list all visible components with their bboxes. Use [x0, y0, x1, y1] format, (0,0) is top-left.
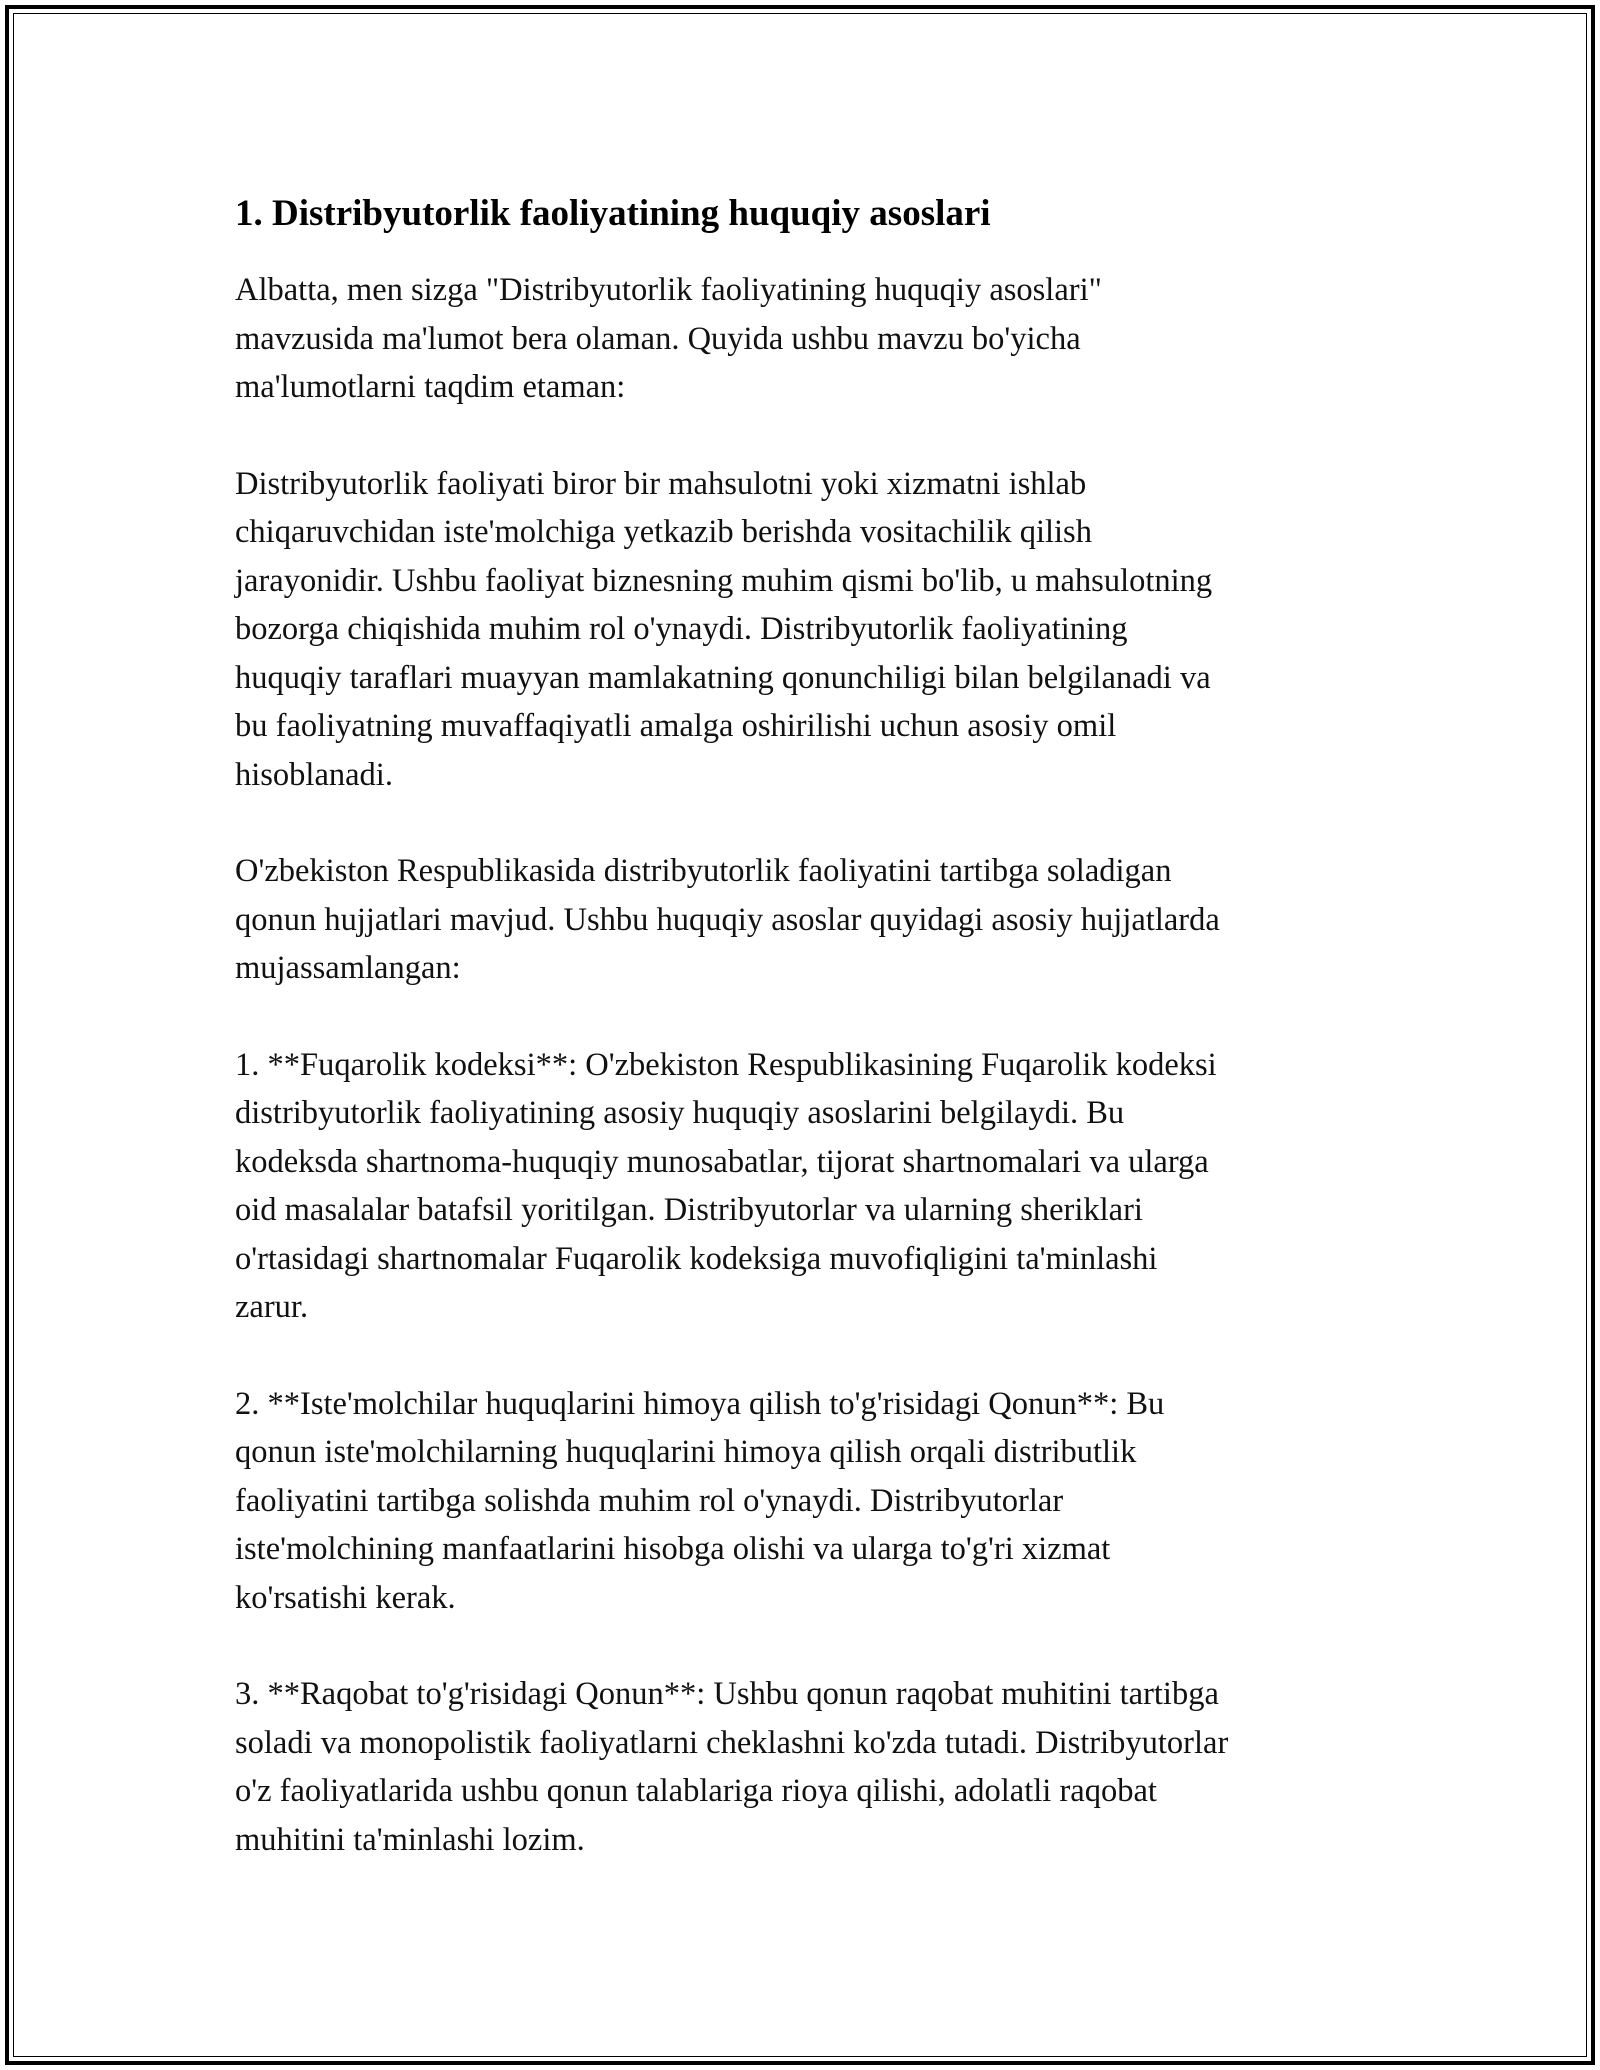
paragraph-legal-basis: O'zbekiston Respublikasida distribyutorlik faoliyatini tartibga soladigan qonun hujjatlari mavjud. Ushbu huquqiy asoslar quyidagi asosiy hujjatlarda mujassamlangan:	[235, 853, 1220, 986]
paragraph-intro: Albatta, men sizga "Distribyutorlik faoliyatining huquqiy asoslari" mavzusida ma'lumot bera olaman. Quyida ushbu mavzu bo'yicha ma'lumotlarni taqdim etaman:	[235, 272, 1102, 405]
document-title: 1. Distribyutorlik faoliyatining huquqiy asoslari	[235, 193, 991, 234]
paragraph-definition: Distribyutorlik faoliyati biror bir mahsulotni yoki xizmatni ishlab chiqaruvchidan iste'molchiga yetkazib berishda vositachilik qilish jarayonidir. Ushbu faoliyat biznesning muhim qismi bo'lib, u mahsulotning bozorga chiqishida muhim rol o'ynaydi. Distribyutorlik faoliyatining huquqiy taraflari muayyan mamlakatning qonunchiligi bilan belgilanadi va bu faoliyatning muvaffaqiyatli amalga oshirilishi uchun asosiy omil hisoblanadi.	[235, 465, 1213, 793]
list-item-civil-code: 1. **Fuqarolik kodeksi**: O'zbekiston Respublikasining Fuqarolik kodeksi distribyutorlik faoliyatining asosiy huquqiy asoslarini belgilaydi. Bu kodeksda shartnoma-huquqiy munosabatlar, tijorat shartnomalari va ularga oid masalalar batafsil yoritilgan. Distribyutorlar va ularning sheriklari o'rtasidagi shartnomalar Fuqarolik kodeksiga muvofiqligini ta'minlashi zarur.	[235, 1046, 1217, 1325]
document-body	[235, 188, 1365, 1864]
list-item-competition-law: 3. **Raqobat to'g'risidagi Qonun**: Ushbu qonun raqobat muhitini tartibga soladi va monopolistik faoliyatlarni cheklashni ko'zda tutadi. Distribyutorlar o'z faoliyatlarida ushbu qonun talablariga rioya qilishi, adolatli raqobat muhitini ta'minlashi lozim.	[235, 1676, 1229, 1858]
list-item-consumer-law: 2. **Iste'molchilar huquqlarini himoya qilish to'g'risidagi Qonun**: Bu qonun iste'molchilarning huquqlarini himoya qilish orqali distributlik faoliyatini tartibga solishda muhim rol o'ynaydi. Distribyutorlar iste'molchining manfaatlarini hisobga olishi va ularga to'g'ri xizmat ko'rsatishi kerak.	[235, 1385, 1165, 1616]
